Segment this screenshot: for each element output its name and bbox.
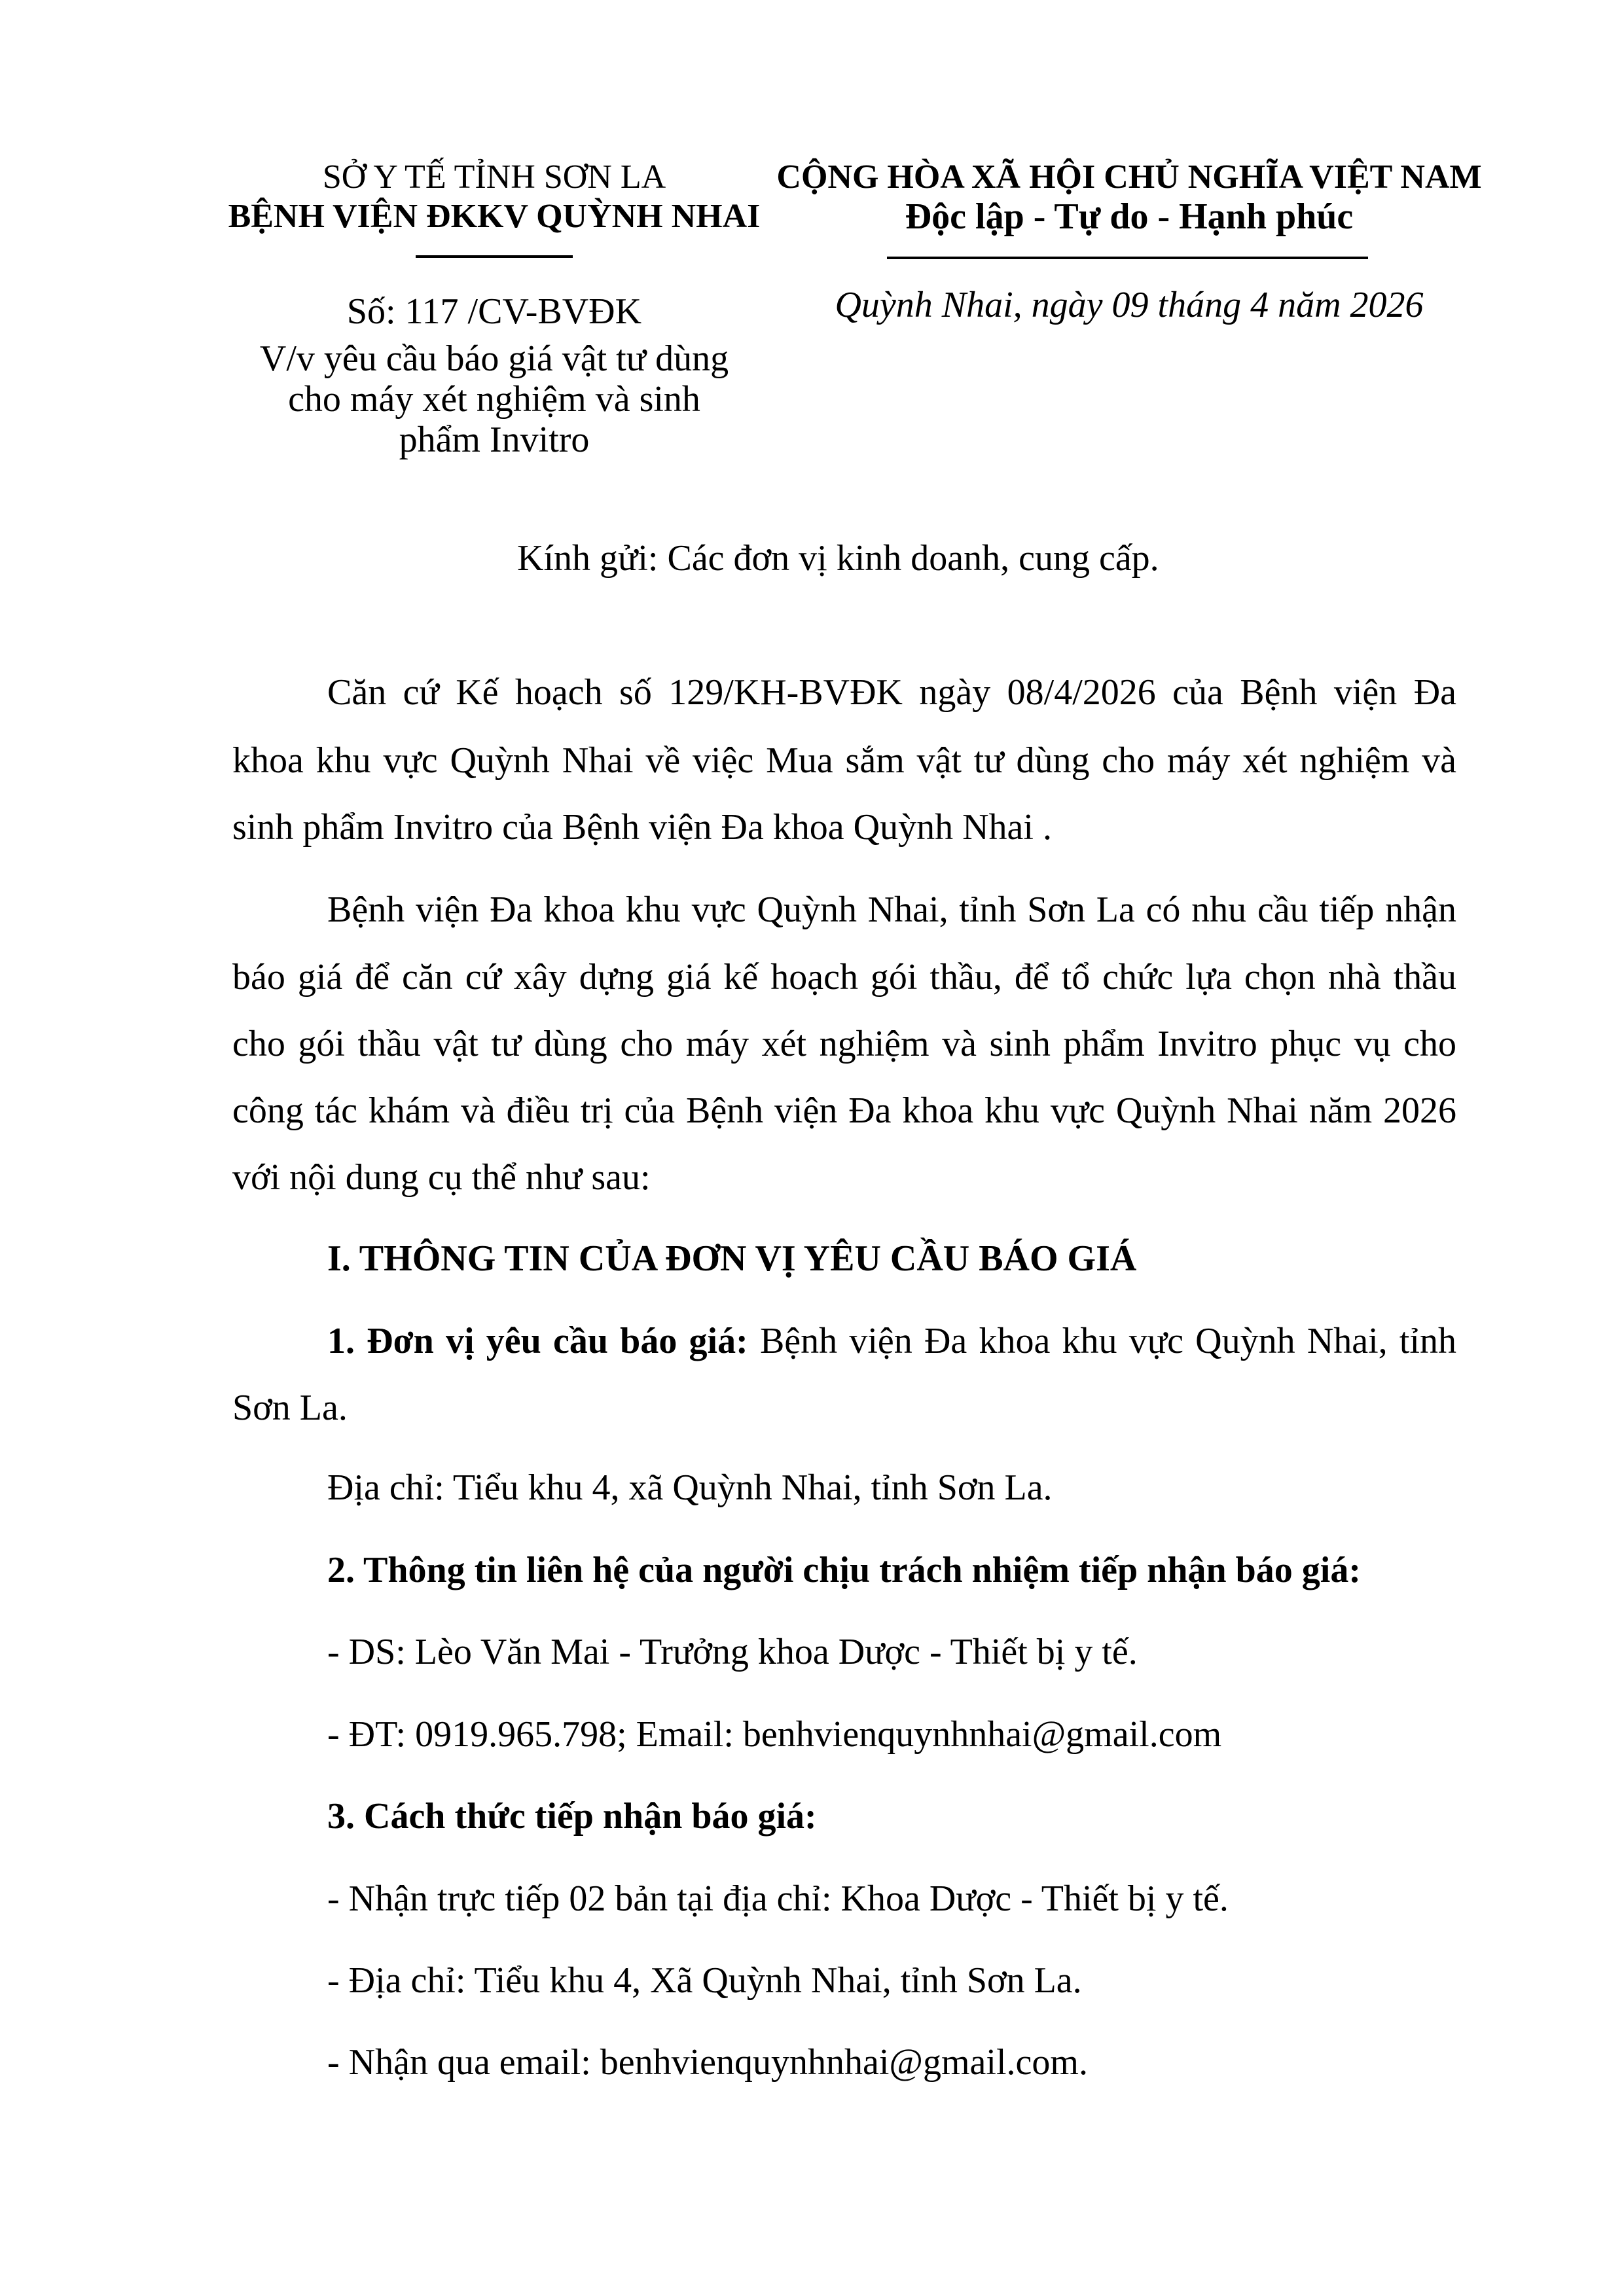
item-1-address: Địa chỉ: Tiểu khu 4, xã Quỳnh Nhai, tỉnh Sơn La. (327, 1467, 1053, 1508)
paragraph-2-line-3: cho gói thầu vật tư dùng cho máy xét nghiệm và sinh phẩm Invitro phục vụ cho (232, 1024, 1456, 1064)
item-3-direct: - Nhận trực tiếp 02 bản tại địa chỉ: Khoa Dược - Thiết bị y tế. (327, 1878, 1229, 1919)
hospital-name: BỆNH VIỆN ĐKKV QUỲNH NHAI (228, 198, 761, 235)
country-name: CỘNG HÒA XÃ HỘI CHỦ NGHĨA VIỆT NAM (776, 158, 1482, 196)
paragraph-1-line-3: sinh phẩm Invitro của Bệnh viện Đa khoa Quỳnh Nhai . (232, 807, 1052, 848)
subject-line-3: phẩm Invitro (399, 420, 590, 460)
item-2-label: 2. Thông tin liên hệ của người chịu trách nhiệm tiếp nhận báo giá: (327, 1550, 1361, 1590)
paragraph-1-line-1: Căn cứ Kế hoạch số 129/KH-BVĐK ngày 08/4/2026 của Bệnh viện Đa (327, 672, 1456, 713)
subject-line-2: cho máy xét nghiệm và sinh (288, 379, 700, 420)
item-1-line-1 (327, 1323, 1456, 1359)
item-3-label: 3. Cách thức tiếp nhận báo giá: (327, 1796, 817, 1837)
item-2-contact: - DS: Lèo Văn Mai - Trưởng khoa Dược - Thiết bị y tế. (327, 1632, 1138, 1672)
paragraph-1-line-2: khoa khu vực Quỳnh Nhai về việc Mua sắm vật tư dùng cho máy xét nghiệm và (232, 740, 1456, 781)
item-3-address: - Địa chỉ: Tiểu khu 4, Xã Quỳnh Nhai, tỉnh Sơn La. (327, 1960, 1082, 2001)
hospital-underline (416, 255, 573, 258)
document-number: Số: 117 /CV-BVĐK (346, 291, 642, 332)
paragraph-2-line-1: Bệnh viện Đa khoa khu vực Quỳnh Nhai, tỉnh Sơn La có nhu cầu tiếp nhận (327, 889, 1456, 930)
place-and-date: Quỳnh Nhai, ngày 09 tháng 4 năm 2026 (835, 285, 1424, 325)
national-motto: Độc lập - Tự do - Hạnh phúc (905, 196, 1354, 237)
item-1-text: Bệnh viện Đa khoa khu vực Quỳnh Nhai, tỉnh (748, 1321, 1456, 1361)
section-1-heading: I. THÔNG TIN CỦA ĐƠN VỊ YÊU CẦU BÁO GIÁ (327, 1238, 1137, 1279)
paragraph-2-line-4: công tác khám và điều trị của Bệnh viện Đa khoa khu vực Quỳnh Nhai năm 2026 (232, 1090, 1456, 1131)
item-3-email: - Nhận qua email: benhvienquynhnhai@gmail.com. (327, 2042, 1088, 2083)
subject-line-1: V/v yêu cầu báo giá vật tư dùng (259, 338, 729, 379)
item-1-label: 1. Đơn vị yêu cầu báo giá: (327, 1321, 748, 1361)
motto-underline (887, 257, 1368, 259)
item-1-line-2: Sơn La. (232, 1388, 348, 1428)
recipient-line: Kính gửi: Các đơn vị kinh doanh, cung cấp. (517, 538, 1159, 579)
department-name: SỞ Y TẾ TỈNH SƠN LA (322, 158, 666, 196)
item-2-phone-email: - ĐT: 0919.965.798; Email: benhvienquynhnhai@gmail.com (327, 1714, 1222, 1755)
paragraph-2-line-2: báo giá để căn cứ xây dựng giá kế hoạch gói thầu, để tổ chức lựa chọn nhà thầu (232, 957, 1456, 997)
paragraph-2-line-5: với nội dung cụ thể như sau: (232, 1157, 651, 1198)
